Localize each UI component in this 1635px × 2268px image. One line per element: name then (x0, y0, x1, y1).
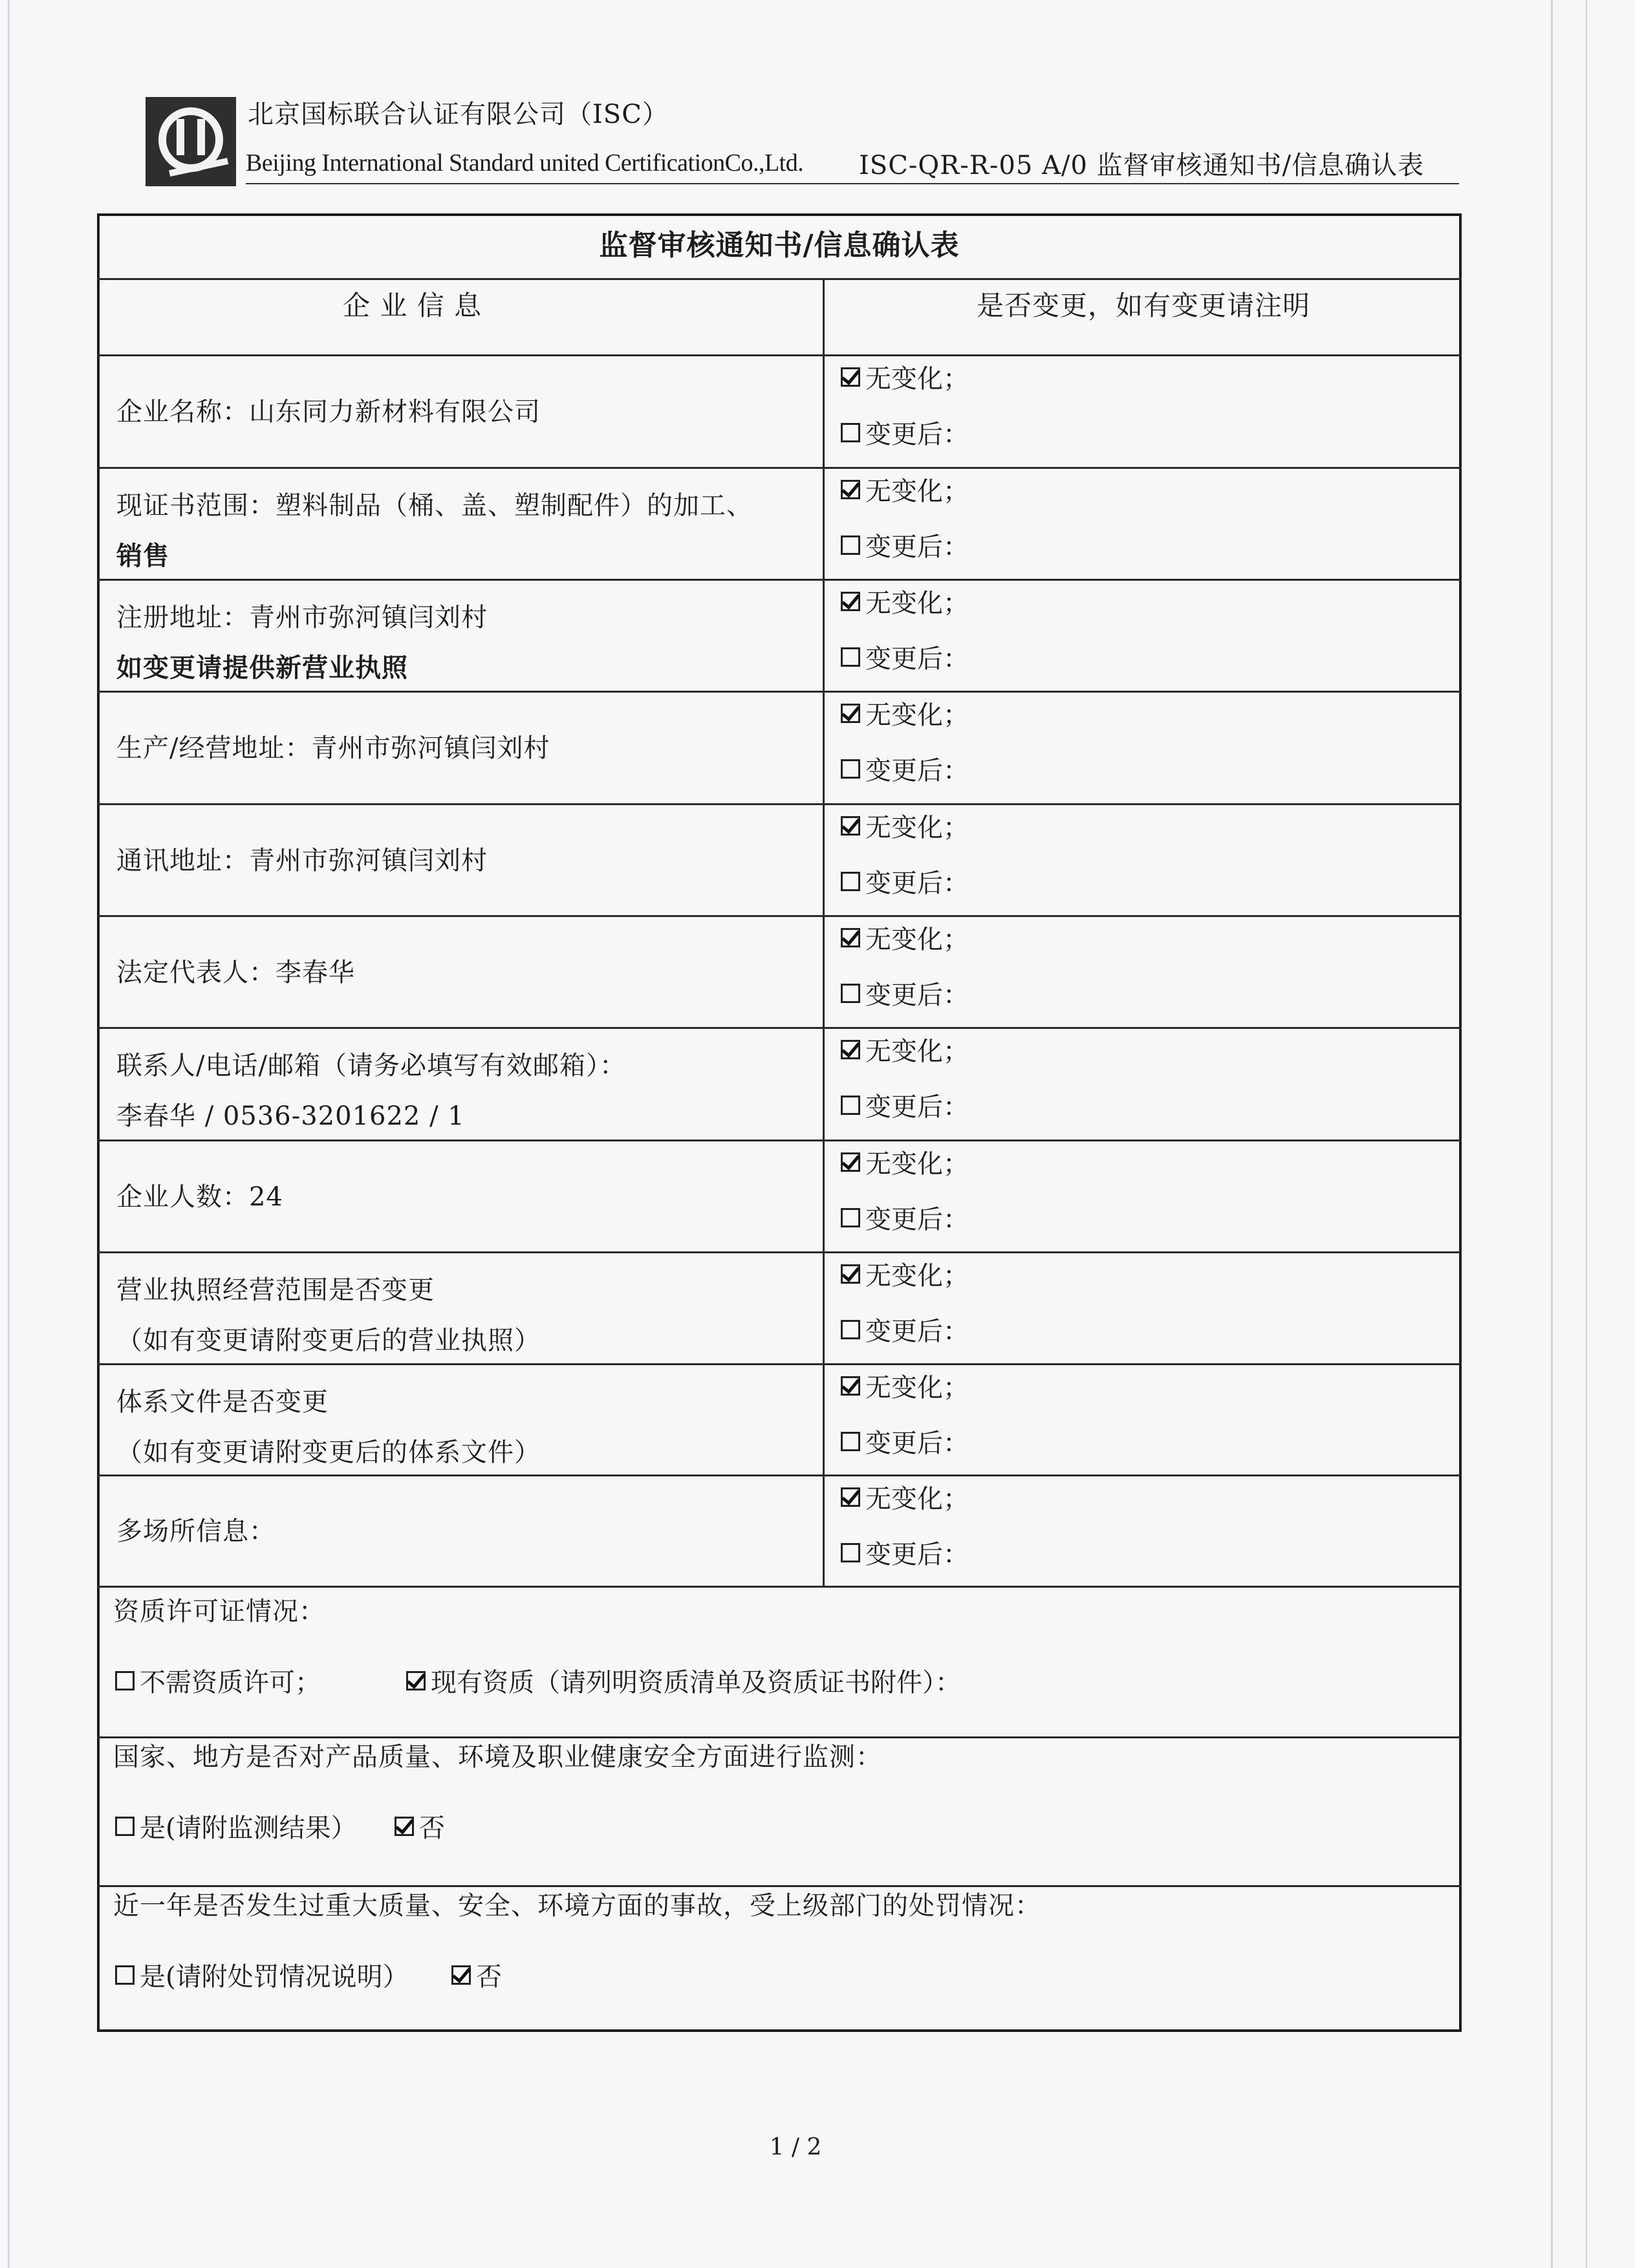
option-changed[interactable] (841, 1311, 969, 1348)
checked-checkbox-icon[interactable] (841, 1264, 860, 1284)
option-changed[interactable] (841, 975, 969, 1011)
column-header-change-note: 是否变更，如有变更请注明 (977, 290, 1311, 321)
row-label-7: 联系人/电话/邮箱（请务必填写有效邮箱）： (116, 1051, 626, 1081)
table-rule (97, 1363, 1462, 1365)
row-label-2: 现证书范围：塑料制品（桶、盖、塑制配件）的加工、 (116, 491, 753, 521)
scan-streak (1551, 0, 1553, 2268)
accident-question: 近一年是否发生过重大质量、安全、环境方面的事故，受上级部门的处罚情况： (113, 1891, 1041, 1921)
option-label: 不需资质许可； (140, 1668, 321, 1698)
checkbox-icon[interactable] (115, 1965, 135, 1985)
option-unchanged[interactable] (841, 583, 969, 620)
option-label: 无变化； (865, 1373, 969, 1403)
checkbox-icon[interactable] (115, 1671, 135, 1690)
checkbox-icon[interactable] (841, 984, 860, 1003)
option-unchanged[interactable] (841, 1143, 969, 1180)
monitoring-question: 国家、地方是否对产品质量、环境及职业健康安全方面进行监测： (113, 1742, 882, 1772)
row-sublabel-3: 如变更请提供新营业执照 (116, 653, 408, 683)
option-label: 变更后： (865, 1429, 969, 1458)
option-unchanged[interactable] (841, 1367, 969, 1404)
row-label-4: 生产/经营地址：青州市弥河镇闫刘村 (116, 733, 550, 763)
option-label: 变更后： (865, 1317, 969, 1346)
row-label-1: 企业名称：山东同力新材料有限公司 (116, 397, 541, 427)
table-rule (97, 915, 1462, 917)
option-label: 是(请附处罚情况说明） (140, 1962, 409, 1992)
option-label: 现有资质（请列明资质清单及资质证书附件）： (431, 1668, 961, 1698)
option-label: 变更后： (865, 420, 969, 449)
table-rule (97, 691, 1462, 693)
table-rule (97, 1474, 1462, 1476)
option-changed[interactable] (841, 1199, 969, 1236)
checkbox-icon[interactable] (841, 647, 860, 667)
option-label: 无变化； (865, 1037, 969, 1066)
qualification-label: 资质许可证情况： (113, 1597, 325, 1626)
checked-checkbox-icon[interactable] (841, 1376, 860, 1396)
checkbox-icon[interactable] (115, 1817, 135, 1836)
option-label: 无变化； (865, 1261, 969, 1291)
checkbox-icon[interactable] (841, 1208, 860, 1227)
option-unchanged[interactable] (841, 1031, 969, 1068)
scan-streak (8, 0, 10, 2268)
option-label: 否 (476, 1962, 502, 1992)
row-label-5: 通讯地址：青州市弥河镇闫刘村 (116, 845, 488, 876)
table-rule (97, 1251, 1462, 1253)
checked-checkbox-icon[interactable] (841, 592, 860, 611)
option-unchanged[interactable] (841, 695, 969, 731)
checkbox-icon[interactable] (841, 759, 860, 779)
row-label-6: 法定代表人：李春华 (116, 957, 355, 988)
option-label: 变更后： (865, 1540, 969, 1570)
table-rule (823, 278, 825, 1586)
table-rule (97, 803, 1462, 805)
form-title: 监督审核通知书/信息确认表 (599, 229, 960, 262)
table-rule (97, 1586, 1462, 1588)
option-label: 变更后： (865, 756, 969, 786)
table-rule (97, 1027, 1462, 1029)
table-rule (97, 278, 1462, 280)
checked-checkbox-icon[interactable] (841, 1040, 860, 1059)
option-label: 无变化； (865, 477, 969, 506)
checked-checkbox-icon[interactable] (841, 1152, 860, 1172)
company-name-en: Beijing International Standard united CertificationCo.,Ltd. (246, 149, 804, 177)
option-unchanged[interactable] (841, 471, 969, 508)
checkbox-icon[interactable] (841, 1432, 860, 1451)
option-changed[interactable] (841, 750, 969, 787)
option-label: 变更后： (865, 1205, 969, 1235)
option-label: 否 (419, 1813, 445, 1843)
option-unchanged[interactable] (841, 1478, 969, 1515)
table-rule (97, 467, 1462, 469)
option-existing-qualification[interactable] (406, 1662, 961, 1699)
option-label: 无变化； (865, 1149, 969, 1179)
row-sublabel-7: 李春华 / 0536-3201622 / 1 (116, 1101, 465, 1131)
option-label: 无变化； (865, 589, 969, 618)
option-unchanged[interactable] (841, 1255, 969, 1292)
row-label-11: 多场所信息： (116, 1517, 276, 1546)
option-changed[interactable] (841, 414, 969, 451)
option-label: 是(请附监测结果） (140, 1813, 357, 1843)
option-label: 变更后： (865, 1092, 969, 1122)
checked-checkbox-icon[interactable] (841, 480, 860, 499)
table-rule (97, 1139, 1462, 1141)
option-label: 无变化； (865, 364, 969, 394)
option-label: 无变化； (865, 1484, 969, 1514)
row-sublabel-2: 销售 (116, 541, 169, 571)
option-monitoring-yes[interactable] (115, 1808, 357, 1844)
row-label-10: 体系文件是否变更 (116, 1387, 329, 1417)
checkbox-icon[interactable] (841, 423, 860, 442)
table-rule (97, 579, 1462, 581)
column-header-company-info: 企 业 信 息 (343, 290, 482, 321)
option-monitoring-no[interactable] (395, 1808, 445, 1844)
option-unchanged[interactable] (841, 919, 969, 956)
option-unchanged[interactable] (841, 358, 969, 395)
checked-checkbox-icon[interactable] (395, 1817, 414, 1836)
scan-streak (1586, 0, 1587, 2268)
checked-checkbox-icon[interactable] (451, 1965, 471, 1985)
option-label: 变更后： (865, 532, 969, 562)
row-label-3: 注册地址：青州市弥河镇闫刘村 (116, 603, 488, 632)
option-changed[interactable] (841, 863, 969, 900)
table-rule (97, 354, 1462, 356)
option-changed[interactable] (841, 1086, 969, 1123)
checked-checkbox-icon[interactable] (841, 928, 860, 947)
checkbox-icon[interactable] (841, 1543, 860, 1562)
option-label: 变更后： (865, 980, 969, 1010)
option-accident-no[interactable] (451, 1956, 502, 1993)
option-label: 无变化； (865, 925, 969, 955)
option-label: 无变化； (865, 813, 969, 843)
checked-checkbox-icon[interactable] (841, 1487, 860, 1507)
page-number: 1 / 2 (769, 2134, 822, 2161)
checkbox-icon[interactable] (841, 1320, 860, 1339)
row-label-8: 企业人数：24 (116, 1182, 283, 1212)
checked-checkbox-icon[interactable] (841, 704, 860, 723)
option-label: 变更后： (865, 869, 969, 898)
checked-checkbox-icon[interactable] (841, 816, 860, 836)
checked-checkbox-icon[interactable] (406, 1671, 426, 1690)
option-changed[interactable] (841, 526, 969, 563)
checkbox-icon[interactable] (841, 535, 860, 555)
option-unchanged[interactable] (841, 807, 969, 844)
option-label: 无变化； (865, 700, 969, 730)
row-label-9: 营业执照经营范围是否变更 (116, 1275, 435, 1305)
checked-checkbox-icon[interactable] (841, 367, 860, 387)
row-sublabel-9: （如有变更请附变更后的营业执照） (116, 1326, 541, 1355)
option-changed[interactable] (841, 1534, 969, 1571)
header-divider (246, 183, 1459, 184)
option-no-qualification-needed[interactable] (115, 1662, 321, 1699)
option-label: 变更后： (865, 644, 969, 674)
company-name-cn: 北京国标联合认证有限公司（ISC） (248, 100, 669, 129)
option-changed[interactable] (841, 1423, 969, 1460)
option-changed[interactable] (841, 638, 969, 675)
checkbox-icon[interactable] (841, 872, 860, 891)
document-code: ISC-QR-R-05 A/0 监督审核通知书/信息确认表 (859, 151, 1424, 180)
option-accident-yes[interactable] (115, 1956, 409, 1993)
checkbox-icon[interactable] (841, 1096, 860, 1115)
isc-logo-icon (146, 97, 236, 186)
row-sublabel-10: （如有变更请附变更后的体系文件） (116, 1438, 541, 1467)
